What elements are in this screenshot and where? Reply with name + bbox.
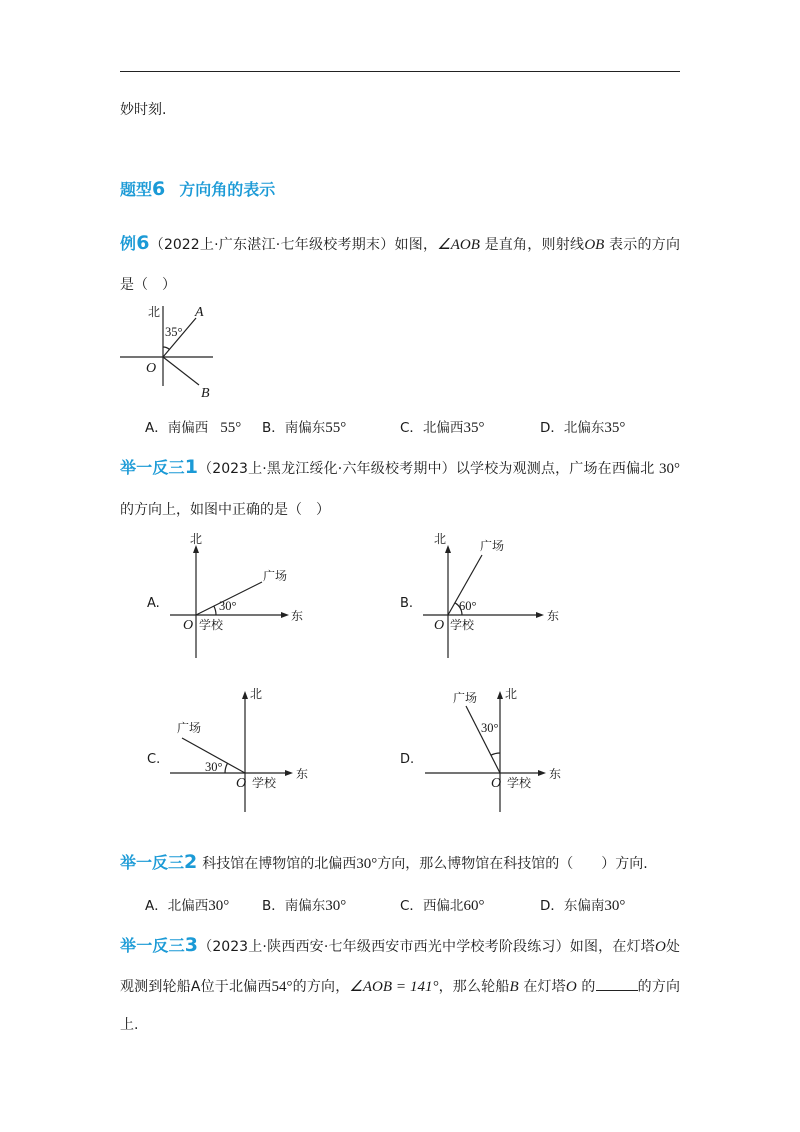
practice-1-tag: 举一反三 [120,458,185,477]
option-text: 北偏西 [167,898,209,914]
origin-label: O [146,361,157,376]
angle-label: 30° [481,721,499,735]
option-text: 南偏东 [284,420,326,436]
north-arrow [497,691,503,699]
example-6-stem [120,232,680,256]
angle-arc [225,763,228,773]
practice-2-tag: 举一反三 [120,853,185,872]
example-6-text-1: 如图， [394,237,438,253]
angle-label: 60° [459,599,477,613]
option-letter: D． [540,898,564,914]
ray-ob [163,357,199,385]
example-6-tag: 例 [120,234,137,253]
practice-3-equation: ∠AOB = 141° [349,979,439,995]
option-letter: C． [400,420,423,436]
practice-2-degree: 30° [356,856,378,872]
example-6-text-2: 是直角，则射线 [484,237,585,253]
east-arrow [538,770,546,776]
practice-1-text-1: 以学校为观测点，广场在西偏北 [455,461,659,477]
option-value: 55° [220,420,242,436]
east-label: 东 [547,609,560,623]
section-label-word: 题型 [120,180,153,199]
option-letter: A． [145,420,168,436]
example-6-option-a [145,418,241,438]
practice-3-text-5: ，那么轮船 [438,979,510,995]
north-label: 北 [190,532,203,546]
origin-label: O [491,776,502,791]
point-a-label: A [195,305,204,320]
east-arrow [536,612,544,618]
practice-2-option-a [145,896,229,916]
practice-3-text-4: 的方向， [292,979,350,995]
option-letter: D． [540,420,564,436]
east-arrow [281,612,289,618]
practice-3-text-1: 如图，在灯塔 [569,939,655,955]
option-text: 北偏东 [563,420,605,436]
option-text: 西偏北 [422,898,464,914]
header-rule [120,71,680,72]
option-value: 35° [604,420,626,436]
practice-1-figure-c [165,682,310,817]
school-label: 学校 [450,618,475,632]
option-value: 60° [463,898,485,914]
example-6-text-3: 表示的方向 [609,237,681,253]
plaza-ray [466,706,500,773]
example-6-option-c [400,418,484,438]
option-value: 30° [604,898,626,914]
practice-1-figure-d [418,682,563,817]
example-6-source: （2022上·广东湛江·七年级校考期末） [149,237,395,253]
plaza-label: 广场 [480,539,505,553]
north-arrow [242,691,248,699]
angle-arc [163,347,170,350]
practice-1-stem-end: 的方向上，如图中正确的是（ ） [120,502,330,518]
option-text: 南偏西 [167,420,209,436]
practice-3-tag: 举一反三 [120,936,185,955]
example-6-option-d [540,418,625,438]
practice-3-text-6: 在灯塔 [523,979,566,995]
practice-2-text-1: 科技馆在博物馆的北偏西 [202,856,357,872]
plaza-label: 广场 [177,721,202,735]
north-label: 北 [505,687,518,701]
practice-3-text-3: 观测到轮船A位于北偏西 [120,979,272,995]
practice-2-stem [120,851,680,875]
practice-3-text-2: 处 [665,939,681,955]
practice-1-figure-b-letter: B. [400,596,414,611]
practice-1-figure-c-letter: C. [147,752,161,767]
option-letter: B． [262,898,285,914]
plaza-label: 广场 [263,569,288,583]
practice-2-number: 2 [184,851,198,873]
carryover-text: 妙时刻. [120,102,167,118]
option-value: 35° [463,420,485,436]
practice-1-figure-b [418,528,563,663]
option-value: 55° [325,420,347,436]
section-label-number: 6 [152,178,166,200]
option-letter: A． [145,898,168,914]
option-text: 南偏东 [284,898,326,914]
north-arrow [193,545,199,553]
practice-1-number: 1 [184,456,198,478]
section-heading [120,178,680,201]
practice-2-option-b [262,896,346,916]
practice-3-degree: 54° [271,979,293,995]
practice-2-text-2: 方向，那么博物馆在科技馆的（ ）方向. [377,856,648,872]
angle-arc [491,753,500,755]
school-label: 学校 [252,776,277,790]
school-label: 学校 [507,776,532,790]
practice-1-figure-a-letter: A. [147,596,160,611]
practice-3-tower: O [654,939,666,955]
practice-3-stem-line-1 [120,934,680,958]
practice-3-tower-2: O [565,979,577,995]
option-letter: C． [400,898,423,914]
practice-3-text-8: 的方向 [637,979,681,995]
answer-blank [596,976,638,991]
option-value: 30° [325,898,347,914]
practice-3-stem-line-3: 上. [120,1017,139,1033]
practice-1-source: （2023上·黑龙江绥化·六年级校考期中） [197,461,456,477]
origin-label: O [434,618,445,633]
school-label: 学校 [199,618,224,632]
north-label: 北 [250,687,263,701]
practice-3-number: 3 [184,934,199,956]
origin-label: O [236,776,247,791]
practice-3-stem-line-2 [120,976,680,998]
option-text: 东偏南 [563,898,605,914]
option-value: 30° [208,898,230,914]
east-label: 东 [296,767,309,781]
north-label: 北 [434,532,447,546]
angle-label: 30° [205,760,223,774]
example-6-ray: OB [584,237,605,253]
option-text: 北偏西 [422,420,464,436]
example-6-stem-end: 是（ ） [120,277,176,293]
practice-3-source: （2023上·陕西西安·七年级西安市西光中学校考阶段练习） [198,939,570,955]
practice-3-ship: B [509,979,519,995]
east-arrow [285,770,293,776]
practice-1-stem [120,456,680,480]
example-6-option-b [262,418,346,438]
plaza-label: 广场 [453,691,478,705]
practice-1-figure-d-letter: D. [400,752,415,767]
east-label: 东 [549,767,562,781]
origin-label: O [183,618,194,633]
practice-2-option-c [400,896,484,916]
angle-label: 30° [219,599,237,613]
example-6-number: 6 [136,232,150,254]
example-6-figure [115,300,220,400]
practice-3-text-7: 的 [581,979,596,995]
example-6-angle: ∠AOB [437,237,480,253]
angle-arc [214,606,216,615]
option-letter: B． [262,420,285,436]
angle-label: 35° [165,325,183,339]
north-arrow [445,545,451,553]
section-label [120,180,165,199]
practice-2-option-d [540,896,625,916]
point-b-label: B [201,386,210,401]
east-label: 东 [291,609,304,623]
practice-1-degree: 30° [659,461,680,477]
north-label: 北 [148,305,161,319]
practice-1-figure-a [165,528,310,663]
section-title: 方向角的表示 [179,180,276,199]
